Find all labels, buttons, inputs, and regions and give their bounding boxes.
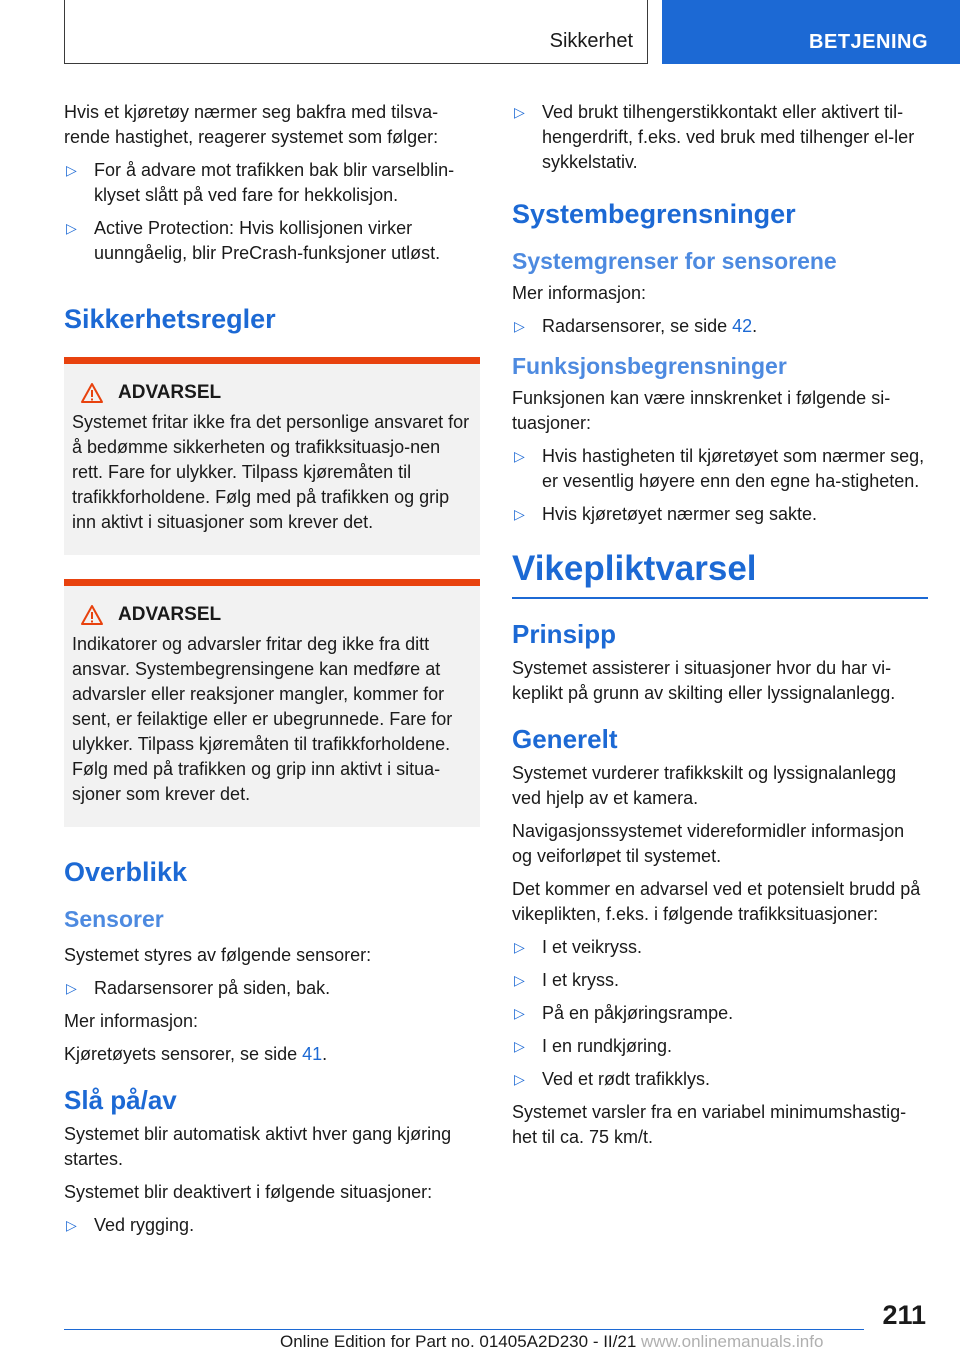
warning-triangle-icon <box>80 604 104 626</box>
list-item: ▷ Hvis kjøretøyet nærmer seg sakte. <box>512 502 928 527</box>
warning-title: ADVARSEL <box>118 382 222 403</box>
list-item: ▷ I et kryss. <box>512 968 928 993</box>
bullet-triangle-icon: ▷ <box>514 939 525 955</box>
vehicle-sensors-ref: Kjøretøyets sensorer, se side 41. <box>64 1044 328 1064</box>
warning-title: ADVARSEL <box>118 604 222 625</box>
situation-bullets <box>512 935 928 1092</box>
footer-divider <box>64 1329 864 1330</box>
onoff-bullets <box>64 1213 480 1238</box>
bullet-triangle-icon: ▷ <box>514 506 525 522</box>
bullet-triangle-icon: ▷ <box>514 1071 525 1087</box>
trailer-bullets <box>512 100 928 175</box>
list-item: ▷ På en påkjøringsrampe. <box>512 1001 928 1026</box>
func-limits-heading: Funksjonsbegrensninger <box>512 353 787 379</box>
bullet-triangle-icon: ▷ <box>66 162 77 178</box>
more-info-text: Mer informasjon: <box>64 1011 199 1031</box>
page-link[interactable]: 41 <box>302 1044 323 1064</box>
header-section-box <box>64 0 648 64</box>
onoff-text: Systemet blir automatisk aktivt hver gang kjøring startes. <box>64 1124 452 1169</box>
yield-heading: Vikepliktvarsel <box>512 549 928 599</box>
header-section-title: Sikkerhet <box>549 30 633 52</box>
list-item: ▷ Ved rygging. <box>64 1213 480 1238</box>
radar-bullets <box>512 314 928 339</box>
header-chapter-box <box>662 0 960 64</box>
footer-site: www.onlinemanuals.info <box>641 1332 824 1351</box>
sensor-limits-heading: Systemgrenser for sensorene <box>512 248 837 274</box>
bullet-triangle-icon: ▷ <box>514 104 525 120</box>
sensors-bullets <box>64 976 480 1001</box>
bullet-triangle-icon: ▷ <box>514 972 525 988</box>
onoff-heading: Slå på/av <box>64 1085 177 1115</box>
list-item: ▷ For å advare mot trafikken bak blir varselblin-klyset slått på ved fare for hekkolisjon. <box>66 160 455 205</box>
sensors-heading: Sensorer <box>64 906 164 932</box>
list-item: ▷ Hvis hastigheten til kjøretøyet som nærmer seg, er vesentlig høyere enn den egne ha-stigheten. <box>514 446 925 491</box>
bullet-triangle-icon: ▷ <box>514 318 525 334</box>
bullet-triangle-icon: ▷ <box>66 1217 77 1233</box>
list-item: ▷ Ved brukt tilhengerstikkontakt eller aktivert til-hengerdrift, f.eks. ved bruk med tilhenger el-ler sykkelstativ. <box>514 102 915 172</box>
general-heading: Generelt <box>512 724 618 754</box>
list-item: ▷ Ved et rødt trafikklys. <box>512 1067 928 1092</box>
page-number: 211 <box>882 1300 926 1330</box>
footer-edition: Online Edition for Part no. 01405A2D230 - II/21 www.onlinemanuals.info <box>280 1332 824 1351</box>
warning-text: Indikatorer og advarsler fritar deg ikke fra ditt ansvar. Systembegrensingene kan medføre at advarsler eller reaksjoner mangler, kommer for sent, er feilaktige eller er ubegrunnede. Fare for ulykker. Tilpass kjøremåten til trafikkforholdene. Følg med på trafikken og grip inn aktivt i situa-sjoner som krever det. <box>72 634 453 804</box>
general-text: Navigasjonssystemet videreformidler informasjon og veiforløpet til systemet. <box>512 821 905 866</box>
func-bullets <box>512 444 928 527</box>
safety-heading: Sikkerhetsregler <box>64 304 276 334</box>
sensors-text: Systemet styres av følgende sensorer: <box>64 945 372 965</box>
left-column <box>64 100 480 1246</box>
principle-heading: Prinsipp <box>512 619 617 649</box>
limits-heading: Systembegrensninger <box>512 199 796 229</box>
bullet-triangle-icon: ▷ <box>514 1038 525 1054</box>
intro-bullets <box>64 158 480 266</box>
list-item: ▷ I en rundkjøring. <box>512 1034 928 1059</box>
list-item: ▷ I et veikryss. <box>512 935 928 960</box>
func-limits-text: Funksjonen kan være innskrenket i følgende si-tuasjoner: <box>512 388 891 433</box>
bullet-triangle-icon: ▷ <box>66 980 77 996</box>
intro-text: Hvis et kjøretøy nærmer seg bakfra med tilsva-rende hastighet, reagerer systemet som følger: <box>64 102 439 147</box>
header-chapter-title: BETJENING <box>809 31 928 53</box>
onoff-text: Systemet blir deaktivert i følgende situasjoner: <box>64 1182 433 1202</box>
list-item: ▷ Radarsensorer på siden, bak. <box>64 976 480 1001</box>
warning-triangle-icon <box>80 382 104 404</box>
right-column <box>512 100 928 1158</box>
closing-text: Systemet varsler fra en variabel minimumshastig-het til ca. 75 km/t. <box>512 1102 907 1147</box>
list-item: ▷ Radarsensorer, se side 42. <box>512 314 928 339</box>
bullet-triangle-icon: ▷ <box>514 448 525 464</box>
overview-heading: Overblikk <box>64 857 188 887</box>
list-item: ▷ Active Protection: Hvis kollisjonen virker uunngåelig, blir PreCrash-funksjoner utløst. <box>66 218 441 263</box>
warning-box <box>64 579 480 827</box>
warning-text: Systemet fritar ikke fra det personlige ansvaret for å bedømme sikkerheten og trafikksituasjo-nen rett. Fare for ulykker. Tilpass kjøremåten til trafikkforholdene. Følg med på trafikken og grip inn aktivt i situasjoner som krever det. <box>72 412 470 532</box>
bullet-triangle-icon: ▷ <box>66 220 77 236</box>
more-info-text: Mer informasjon: <box>512 283 647 303</box>
general-text: Systemet vurderer trafikkskilt og lyssignalanlegg ved hjelp av et kamera. <box>512 763 897 808</box>
general-text: Det kommer en advarsel ved et potensielt brudd på vikeplikten, f.eks. i følgende trafikksituasjoner: <box>512 879 921 924</box>
bullet-triangle-icon: ▷ <box>514 1005 525 1021</box>
page-link[interactable]: 42 <box>732 316 753 336</box>
principle-text: Systemet assisterer i situasjoner hvor du har vi-keplikt på grunn av skilting eller lyssignalanlegg. <box>512 658 896 703</box>
warning-box <box>64 357 480 555</box>
